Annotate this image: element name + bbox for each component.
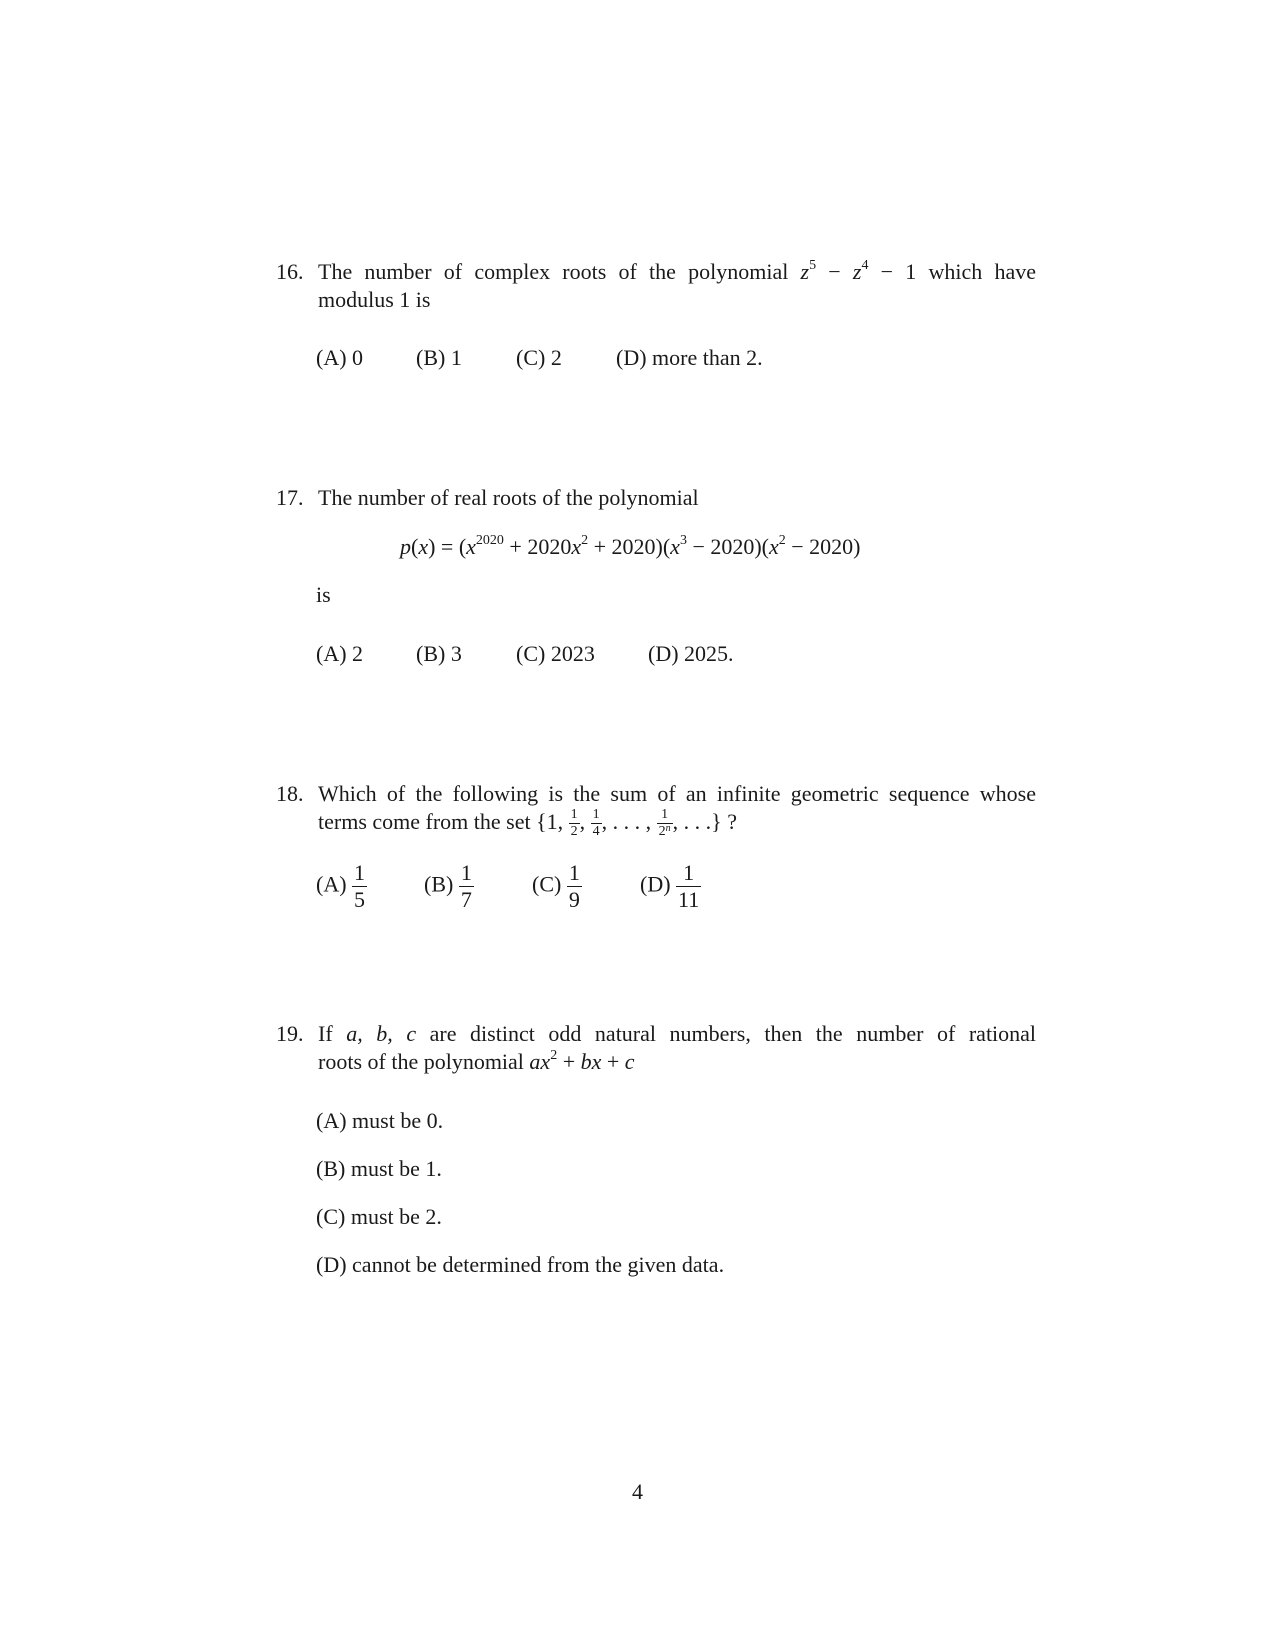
option-b: (B) must be 1. [316,1156,442,1181]
question-line-1: Which of the following is the sum of an infinite geometric sequence whose [318,781,1036,806]
option-a: (A) 0 [316,345,364,370]
question-line-1: If a, b, c are distinct odd natural numbers, then the number of rational [318,1021,1037,1046]
option-b: (B) 1 [416,345,462,370]
option-a: (A) must be 0. [316,1108,444,1133]
option-c: (C) must be 2. [316,1204,442,1229]
question-line-2: modulus 1 is [318,287,431,312]
option-b: (B) 3 [416,641,462,666]
option-a: (A) 2 [316,641,364,666]
polynomial-expression: $z^5 - z^4 - 1$ [800,257,917,284]
polynomial-expression: $ax^2$ + bx + c [529,1047,635,1074]
question-text [318,1020,1036,1076]
option-c: (C) 2 [516,345,562,370]
option-fraction: $\frac{1}{9}$ [568,860,580,912]
option-d: (D) 2025. [648,641,734,666]
question-tail: is [316,582,331,607]
display-equation: $p(x) = (x^{2020} + 2020x^2 + 2020)(x^3 - 2020)(x^2 - 2020)$ [400,532,861,559]
option-d: (D) cannot be determined from the given data. [316,1252,725,1277]
set-fraction: $\frac{1}{2^n}$ [658,807,671,840]
question-19 [276,1020,1036,1076]
option-fraction: $\frac{1}{5}$ [354,860,366,912]
question-number: 18. [276,781,304,806]
question-18 [276,780,1036,839]
question-line-1: The number of real roots of the polynomial [318,485,699,510]
option-d: (D) more than 2. [616,345,763,370]
set-fraction: $\frac{1}{2}$ [570,807,578,840]
question-17 [276,484,1036,512]
option-c: (C) 2023 [516,641,595,666]
page-number: 4 [632,1479,643,1504]
option-fraction: $\frac{1}{7}$ [460,860,472,912]
question-text [318,780,1036,839]
option-d: (D) $\frac{1}{11}$ [640,860,700,912]
question-16 [276,258,1036,314]
set-fraction: $\frac{1}{4}$ [592,807,600,840]
question-number: 16. [276,259,304,284]
question-line-2: roots of the polynomial $ax^2$ + bx + c [318,1047,635,1074]
option-fraction: $\frac{1}{11}$ [678,860,700,912]
question-text [318,484,1036,512]
option-a: (A) $\frac{1}{5}$ [316,860,366,912]
question-number: 19. [276,1021,304,1046]
question-line-1: The number of complex roots of the polynomial $z^5 - z^4 - 1$ which have [318,257,1036,284]
question-text [318,258,1036,314]
option-b: (B) $\frac{1}{7}$ [424,860,472,912]
question-number: 17. [276,485,304,510]
question-line-2: terms come from the set {1, $\frac{1}{2}$ , $\frac{1}{4}$ , . . . , $\frac{1}{2^n}$ , . . .} ? [318,807,737,840]
option-c: (C) $\frac{1}{9}$ [532,860,580,912]
